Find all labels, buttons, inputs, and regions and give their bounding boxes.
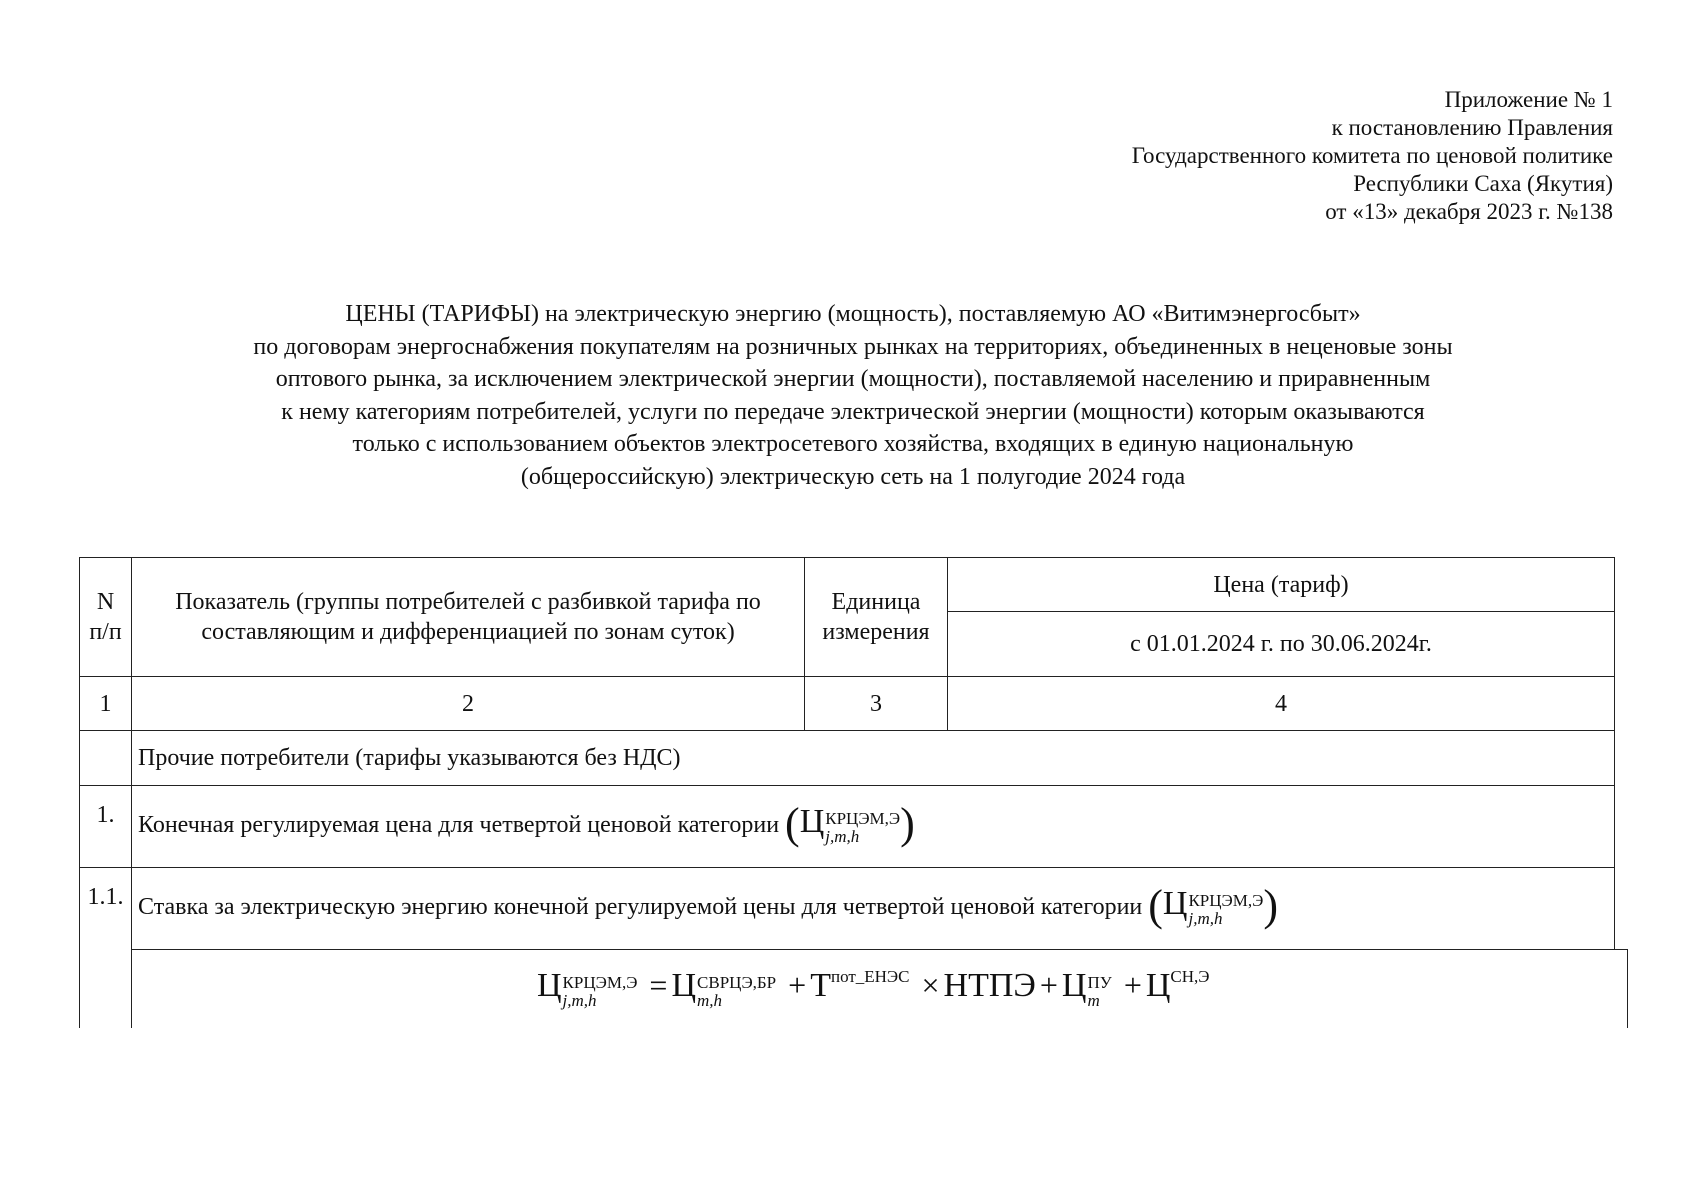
- section-row: [80, 731, 1628, 786]
- formula: [536, 967, 1210, 1010]
- appendix-date-line: от «13» декабря 2023 г. №138: [1325, 199, 1613, 224]
- header-period: с 01.01.2024 г. по 30.06.2024г.: [948, 612, 1615, 677]
- formula-times: ×: [921, 967, 940, 1003]
- formula-lhs-sub: j,m,h: [562, 991, 597, 1010]
- title-line-1: ЦЕНЫ (ТАРИФЫ) на электрическую энергию (мощность), поставляемую АО «Витимэнергосбыт»: [345, 301, 1361, 327]
- formula-t2-base: Т: [810, 967, 831, 1004]
- appendix-committee-line: Государственного комитета по ценовой политике: [1131, 143, 1613, 168]
- header-num: N п/п: [80, 558, 132, 677]
- formula-t4-sub: m: [1087, 991, 1100, 1010]
- formula-t5-base: Ц: [1145, 967, 1171, 1004]
- title-line-2: по договорам энергоснабжения покупателям на розничных рынках на территориях, объединенных в неценовые зоны: [253, 333, 1453, 360]
- title-line-5: только с использованием объектов электросетевого хозяйства, входящих в единую национальную: [352, 431, 1354, 457]
- formula-t5-sup: СН,Э: [1170, 967, 1210, 986]
- row-1-symbol-base: Ц: [799, 803, 825, 840]
- formula-lhs-base: Ц: [536, 967, 562, 1004]
- header-unit: Единица измерения: [805, 558, 948, 677]
- row-1-symbol-sub: j,m,h: [825, 827, 860, 846]
- row-2-symbol-sub: j,m,h: [1188, 909, 1223, 928]
- row-1-text-cell: [132, 786, 1615, 868]
- formula-t4-sup: ПУ: [1087, 973, 1112, 992]
- appendix-header: [1132, 86, 1613, 226]
- row-2-symbol: (Ц КРЦЭМ,Э j,m,h ): [1148, 881, 1279, 930]
- column-numbers-row: [80, 677, 1628, 731]
- title-line-6: (общероссийскую) электрическую сеть на 1 полугодие 2024 года: [520, 463, 1186, 490]
- row-2-num-text: 1.1.: [87, 884, 124, 910]
- row-2-symbol-sup: КРЦЭМ,Э: [1188, 891, 1264, 910]
- section-num-cell: [80, 731, 132, 786]
- col-number-1: 1: [80, 677, 132, 731]
- document-title: [110, 298, 1596, 493]
- row-2-text-cell: [132, 868, 1615, 950]
- row-2-text: Ставка за электрическую энергию конечной регулируемой цены для четвертой ценовой категории: [138, 894, 1143, 920]
- formula-t3: НТПЭ: [943, 967, 1036, 1004]
- formula-t1-sup: СВРЦЭ,БР: [697, 973, 777, 992]
- formula-plus-3: +: [1123, 967, 1142, 1003]
- appendix-resolution-line: к постановлению Правления: [1331, 115, 1613, 140]
- formula-lhs-sup: КРЦЭМ,Э: [562, 973, 638, 992]
- header-price: Цена (тариф): [948, 558, 1615, 612]
- formula-t1-sub: m,h: [697, 991, 723, 1010]
- formula-cell-right: [1615, 950, 1628, 1028]
- row-1-num: 1.: [80, 786, 132, 868]
- appendix-number: Приложение № 1: [1444, 87, 1613, 112]
- formula-plus-2: +: [1039, 967, 1058, 1003]
- formula-plus-1: +: [788, 967, 807, 1003]
- row-1-symbol-sup: КРЦЭМ,Э: [825, 809, 901, 828]
- formula-t4-base: Ц: [1061, 967, 1087, 1004]
- formula-t2-sup: пот_ЕНЭС: [830, 967, 910, 986]
- tariff-table: [79, 557, 1628, 1028]
- col-number-2: 2: [132, 677, 805, 731]
- row-1-text: Конечная регулируемая цена для четвертой ценовой категории: [138, 812, 780, 838]
- formula-row: [80, 950, 1628, 1028]
- section-label: Прочие потребители (тарифы указываются без НДС): [132, 731, 1615, 786]
- table-header-row: [80, 558, 1628, 612]
- formula-equals: =: [649, 967, 668, 1003]
- col-number-4: 4: [948, 677, 1615, 731]
- appendix-republic-line: Республики Саха (Якутия): [1353, 171, 1613, 196]
- table-row: [80, 786, 1628, 868]
- title-line-3: оптового рынка, за исключением электрической энергии (мощности), поставляемой населению и приравненным: [275, 366, 1431, 392]
- title-line-4: к нему категориям потребителей, услуги по передаче электрической энергии (мощности) которым оказываются: [281, 398, 1425, 425]
- col-number-3: 3: [805, 677, 948, 731]
- table-row: [80, 868, 1628, 950]
- row-1-symbol: (Ц КРЦЭМ,Э j,m,h ): [785, 799, 915, 848]
- row-2-symbol-base: Ц: [1162, 885, 1188, 922]
- formula-t1-base: Ц: [671, 967, 697, 1004]
- row-2-num: [80, 868, 132, 1028]
- header-indicator: Показатель (группы потребителей с разбивкой тарифа по составляющим и дифференциацией по зонам суток): [132, 558, 805, 677]
- formula-cell: [132, 950, 1615, 1028]
